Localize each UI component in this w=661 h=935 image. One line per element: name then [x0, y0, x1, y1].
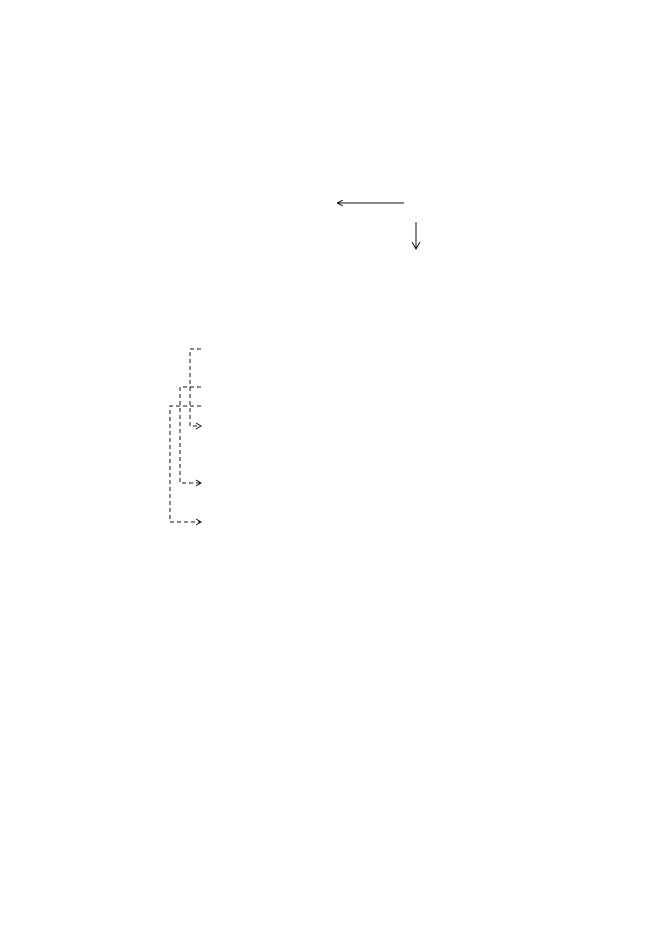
pointer-lines	[170, 349, 201, 522]
